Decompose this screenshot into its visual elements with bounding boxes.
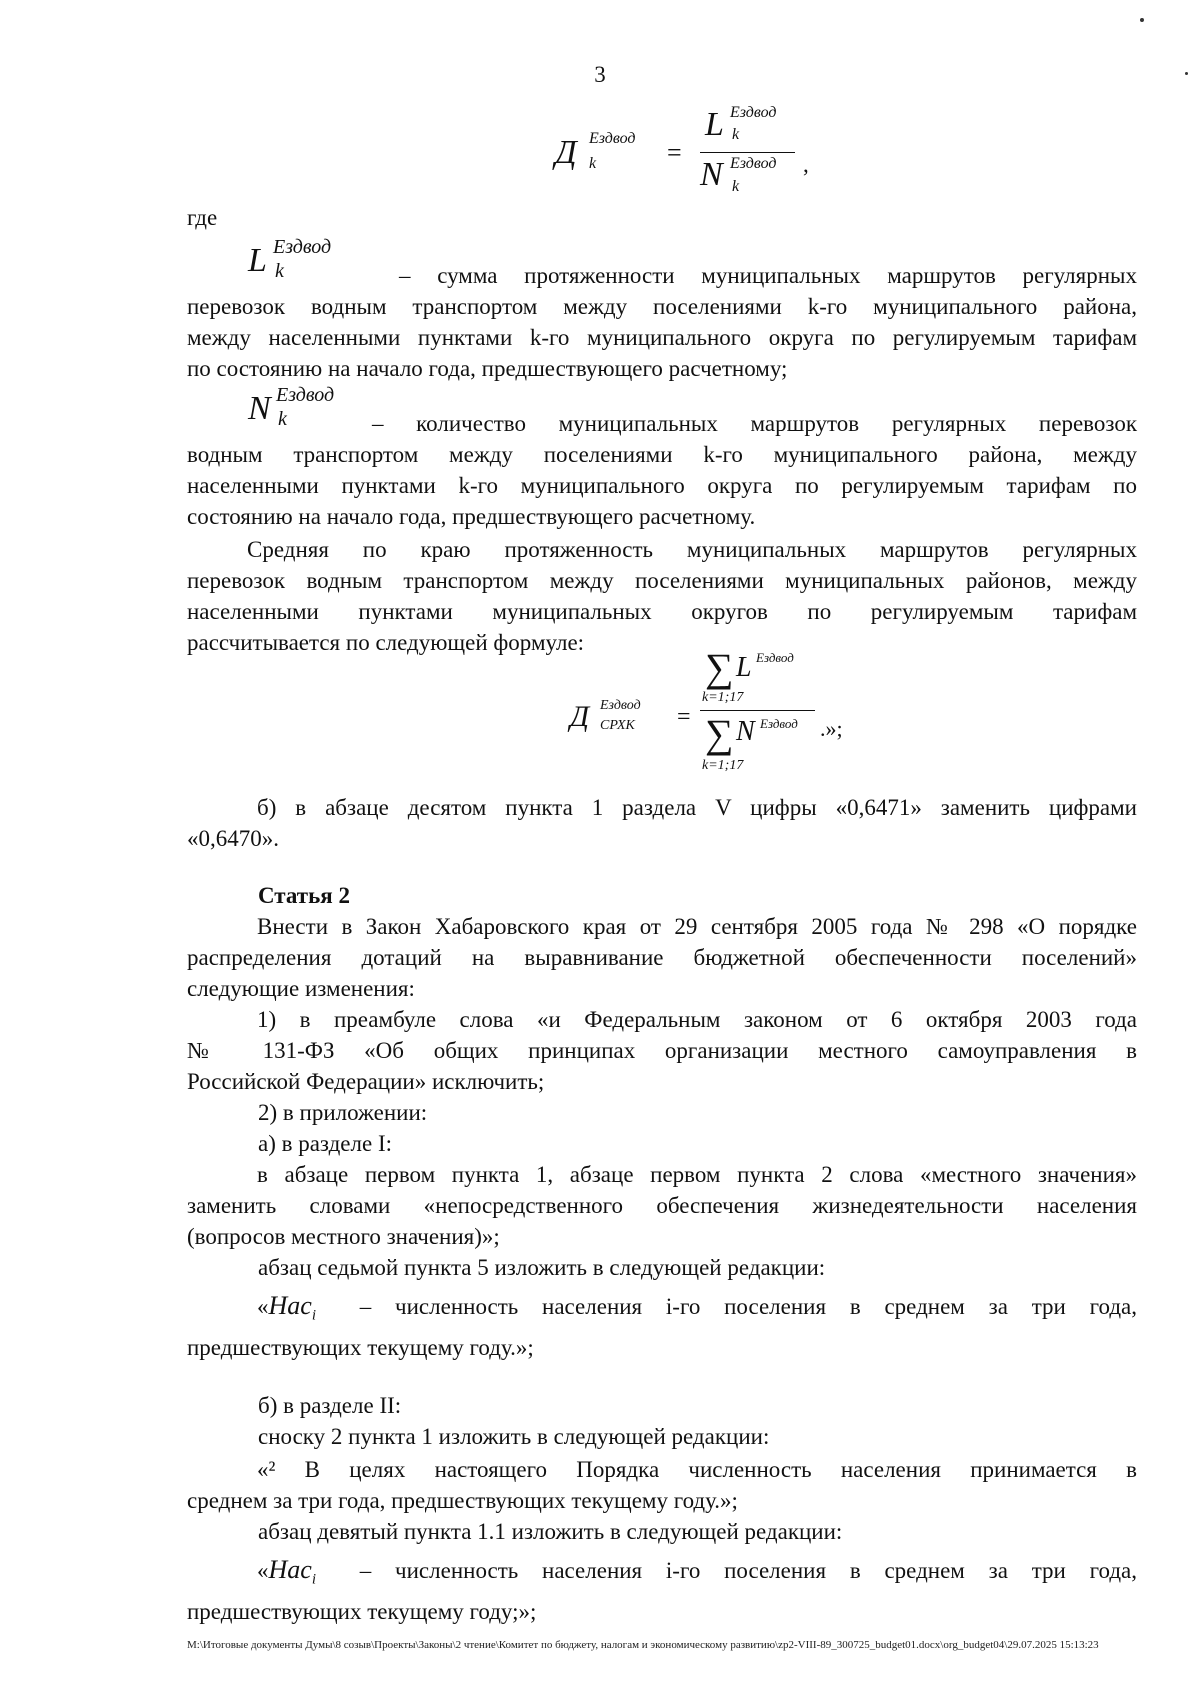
def-l-line-4: по состоянию на начало года, предшествующего расчетному; [187,356,788,381]
def-l-symbol: L [248,242,267,279]
formula2-den-range: k=1;17 [702,758,744,773]
item-2a-line-3: (вопросов местного значения)»; [187,1224,500,1249]
article-intro [187,911,1137,1004]
nas-1-text: – численность населения i-го поселения в среднем за три года, [359,1294,1137,1319]
article-line-3: следующие изменения: [187,976,415,1001]
where-label: где [187,205,218,230]
scan-speck [1185,72,1188,75]
avg-line-1: Средняя по краю протяженность муниципальных маршрутов регулярных [247,537,1137,562]
file-path-footer: M:\Итоговые документы Думы\8 созыв\Проекты\Законы\2 чтение\Комитет по бюджету, налогам и экономическому развитию\zp2-VIII-89_300725_budget01.docx\org_budget04\29.07.2025 15:13:23 [187,1639,1099,1651]
formula-den-sup: Ездвод [730,155,777,172]
formula2-tail: .»; [820,716,843,741]
avg-line-3: населенными пунктами муниципальных округов по регулируемым тарифам [187,599,1137,624]
nas-1 [187,1290,1137,1363]
footnote-line-2: среднем за три года, предшествующих текущему году.»; [187,1488,738,1513]
formula-num-symbol: L [705,106,724,143]
nas-2-sub: i [311,1571,316,1588]
formula-num-sup: Ездвод [730,104,777,121]
def-l-line-1: – сумма протяженности муниципальных маршрутов регулярных [399,263,1137,288]
formula2-den-symbol: N [736,716,755,747]
item-1-line-2: № 131-ФЗ «Об общих принципах организации местного самоуправления в [187,1038,1137,1063]
def-l-sub: k [275,260,284,282]
nas-1-line-1 [187,1290,1137,1332]
item-2a-line-2: заменить словами «непосредственного обеспечения жизнедеятельности населения [187,1193,1137,1218]
scan-speck [1140,18,1144,22]
def-n-text [187,408,1137,532]
item-2a-text [187,1159,1137,1252]
article-line-1: Внести в Закон Хабаровского края от 29 сентября 2005 года № 298 «О порядке [257,914,1137,939]
formula-lhs-sup: Ездвод [589,130,636,147]
nas-1-open: « [257,1294,269,1319]
formula2-num-sum: ∑ [705,645,734,690]
item-2: 2) в приложении: [258,1100,428,1125]
formula-den-symbol: N [700,156,723,193]
formula-lhs-sub: k [589,155,597,172]
nas-2-symbol: Нас [268,1555,312,1584]
nas-2-line-1 [187,1554,1137,1596]
formula2-lhs-sub: СРХК [600,718,635,733]
formula2-num-symbol: L [736,652,752,683]
nas-1-sub: i [311,1307,316,1324]
avg-line-2: перевозок водным транспортом между поселениями муниципальных районов, между [187,568,1137,593]
para-b [187,792,1137,854]
formula-den-sub: k [732,178,740,195]
para-9: абзац девятый пункта 1.1 изложить в следующей редакции: [258,1519,843,1544]
def-n-line-2: водным транспортом между поселениями k-го муниципального района, между [187,442,1137,467]
nas-1-line-2: предшествующих текущему году.»; [187,1334,534,1360]
formula-lhs-symbol: Д [555,134,577,171]
nas-2-open: « [257,1558,269,1583]
item-2a-line-1: в абзаце первом пункта 1, абзаце первом пункта 2 слова «местного значения» [257,1162,1137,1187]
formula-average [570,645,870,780]
para-b-line-1: б) в абзаце десятом пункта 1 раздела V цифры «0,6471» заменить цифрами [257,795,1137,820]
formula-tail: , [803,152,809,177]
formula-num-sub: k [732,126,740,143]
article-line-2: распределения дотаций на выравнивание бюджетной обеспеченности поселений» [187,945,1137,970]
article-title: Статья 2 [258,883,350,908]
def-n-line-3: населенными пунктами k-го муниципального округа по регулируемым тарифам по [187,473,1137,498]
def-n-sup: Ездвод [276,384,335,406]
def-n-line-1: – количество муниципальных маршрутов регулярных перевозок [372,411,1137,436]
formula2-den-sum: ∑ [705,711,734,756]
item-1-line-3: Российской Федерации» исключить; [187,1069,545,1094]
nas-1-symbol: Нас [268,1291,312,1320]
def-l-sup: Ездвод [273,236,332,258]
nas-2-text: – численность населения i-го поселения в среднем за три года, [359,1558,1137,1583]
formula-fraction-bar [700,152,795,153]
page-number: 3 [594,62,606,87]
formula2-num-sup: Ездвод [756,650,794,665]
formula2-den-sup: Ездвод [760,716,798,731]
def-l-line-2: перевозок водным транспортом между поселениями k-го муниципального района, [187,294,1137,319]
avg-line-4: рассчитывается по следующей формуле: [187,630,585,655]
formula2-lhs-symbol: Д [570,700,590,733]
formula-eq: = [667,138,682,167]
def-l-line-3: между населенными пунктами k-го муниципального округа по регулируемым тарифам [187,325,1137,350]
formula2-num-range: k=1;17 [702,690,744,705]
item-1 [187,1004,1137,1097]
item-1-line-1: 1) в преамбуле слова «и Федеральным законом от 6 октября 2003 года [257,1007,1137,1032]
para-7: абзац седьмой пункта 5 изложить в следующей редакции: [258,1255,826,1280]
item-2b: б) в разделе II: [258,1393,402,1418]
formula2-lhs-sup: Ездвод [600,698,641,713]
def-l-text [187,260,1137,384]
formula2-eq: = [677,704,691,730]
nas-2 [187,1554,1137,1627]
avg-paragraph [187,534,1137,658]
nas-2-line-2: предшествующих текущему году;»; [187,1598,537,1624]
def-n-line-4: состоянию на начало года, предшествующего расчетному. [187,504,756,529]
def-n-symbol: N [248,390,271,427]
def-n-sub: k [278,408,287,430]
para-b-line-2: «0,6470». [187,826,279,851]
footnote-para: сноску 2 пункта 1 изложить в следующей редакции: [258,1424,770,1449]
formula-density [545,100,815,200]
footnote-text [187,1454,1137,1516]
item-2a: а) в разделе I: [258,1131,393,1156]
footnote-line-1: «² В целях настоящего Порядка численность населения принимается в [257,1457,1137,1482]
